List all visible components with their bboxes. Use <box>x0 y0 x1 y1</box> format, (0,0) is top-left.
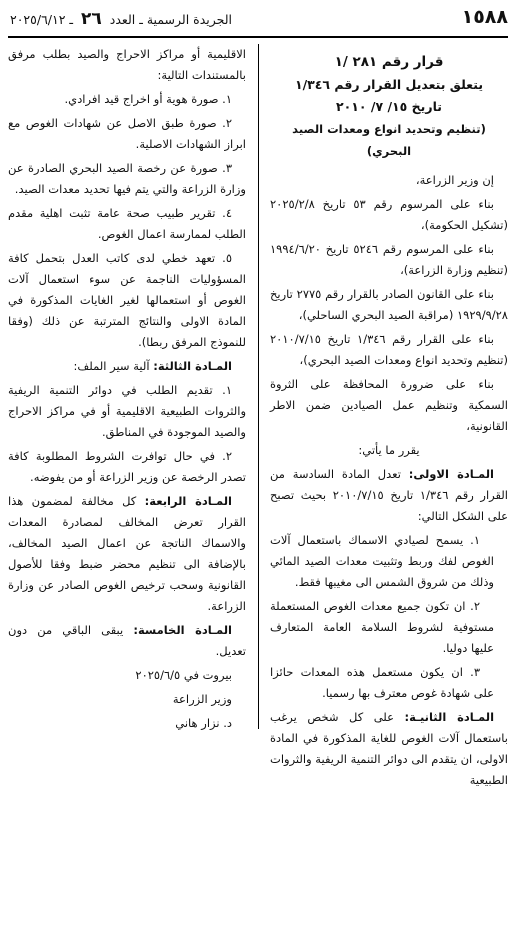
article-label: المـادة الرابعة: <box>144 494 232 508</box>
article-text-continued: الاقليمية أو مراكز الاحراج والصيد بطلب مرفق بالمستندات التالية: <box>8 47 246 82</box>
article-item: ١. يسمح لصيادي الاسماك باستعمال آلات الغوص لفك وربط وتثبيت معدات الصيد المائي وذلك من شروق الشمس الى مغيبها فقط. <box>270 533 494 589</box>
gazette-name: الجريدة الرسمية ـ العدد <box>109 12 233 27</box>
article-text: على كل شخص يرغب باستعمال آلات الغوص للغاية المذكورة في المادة الاولى، ان يتقدم الى دوائر التنمية الريفية والثروات الطبيعية <box>270 710 508 787</box>
article-label: المـادة الاولى: <box>408 467 494 481</box>
article-4 <box>8 491 246 617</box>
article-item: ٥. تعهد خطي لدى كاتب العدل بتحمل كافة المسؤوليات الناجمة عن سوء استعمال آلات الغوص أو استعمالها لغير الغايات المذكورة في المادة الاولى والنتائج المترتبة عن ذلك (وفقا للنموذج المرفق ربطا). <box>8 251 246 349</box>
article-1 <box>270 464 508 527</box>
article-item: ١. صورة هوية أو اخراج قيد افرادي. <box>64 92 232 106</box>
article-text: يبقى الباقي من دون تعديل. <box>8 623 246 658</box>
signature-place-date: بيروت في ٢٠٢٥/٦/٥ <box>135 668 232 682</box>
decision-parenthetical: (تنظيم وتحديد انواع ومعدات الصيد البحري) <box>292 122 486 158</box>
article-item: ٣. صورة عن رخصة الصيد البحري الصادرة عن وزارة الزراعة والتي يتم فيها تحديد معدات الصيد. <box>8 161 246 196</box>
article-text: تعدل المادة السادسة من القرار رقم ١/٣٤٦ تاريخ ٢٠١٠/٧/١٥ بحيث تصبح على الشكل التالي: <box>270 467 508 523</box>
article-3 <box>8 356 246 377</box>
recital: بناء على القرار رقم ١/٣٤٦ تاريخ ٢٠١٠/٧/١٥ (تنظيم وتحديد انواع ومعدات الصيد البحري)، <box>270 332 508 367</box>
decision-heading <box>270 50 508 162</box>
article-item: ١. تقديم الطلب في دوائر التنمية الريفية والثروات الطبيعية الاقليمية أو في مراكز الاحراج والصيد الموجودة في المناطق. <box>8 383 246 439</box>
page-number: ١٥٨٨ <box>461 6 508 28</box>
article-item: ٢. ان تكون جميع معدات الغوص المستعملة مستوفية لشروط السلامة العامة المتعارف عليها دوليا. <box>270 599 494 655</box>
article-item: ٢. في حال توافرت الشروط المطلوبة كافة تصدر الرخصة عن وزير الزراعة أو من يفوضه. <box>8 449 246 484</box>
left-column <box>8 44 246 737</box>
issue-date: ـ ٢٠٢٥/٦/١٢ <box>10 12 74 27</box>
right-column <box>270 44 508 794</box>
article-label: المـادة الخامسة: <box>133 623 232 637</box>
decides-line: يقرر ما يأتي: <box>358 443 420 457</box>
article-item: ٣. ان يكون مستعمل هذه المعدات حائزا على شهادة غوص معترف بها رسميا. <box>270 665 494 700</box>
article-label: المـادة الثالثة: <box>153 359 232 373</box>
minister-line: إن وزير الزراعة، <box>415 173 494 187</box>
decision-date: تاريخ ١٥/ ٧/ ٢٠١٠ <box>336 99 442 114</box>
gazette-header <box>10 6 232 32</box>
issue-number: ٢٦ <box>81 9 102 29</box>
article-item: ٢. صورة طبق الاصل عن شهادات الغوص مع ابراز الشهادات الاصلية. <box>8 116 246 151</box>
signature-name: د. نزار هاني <box>175 716 232 730</box>
article-5 <box>8 620 246 662</box>
article-item: ٤. تقرير طبيب صحة عامة تثبت اهلية مقدم الطلب لممارسة اعمال الغوص. <box>8 206 246 241</box>
article-2 <box>270 707 508 791</box>
article-text: آلية سير الملف: <box>73 359 150 373</box>
recital: بناء على المرسوم رقم ٥٢٤٦ تاريخ ١٩٩٤/٦/٢٠ (تنظيم وزارة الزراعة)، <box>270 242 508 277</box>
recital: بناء على القانون الصادر بالقرار رقم ٢٧٧٥ تاريخ ١٩٢٩/٩/٢٨ (مراقبة الصيد البحري الساحلي)، <box>270 287 508 322</box>
article-text: كل مخالفة لمضمون هذا القرار تعرض المخالف لمصادرة المعدات والاسماك الناتجة عن اعمال الصيد المخالف، بالإضافة الى تنظيم محضر ضبط وفقا للأصول القانونية وسحب ترخيص الغوص الصادر عن وزارة الزراعة. <box>8 494 246 613</box>
header-rule <box>8 36 508 38</box>
recital: بناء على ضرورة المحافظة على الثروة السمكية وتنظيم عمل الصيادين ضمن الاطر القانونية، <box>270 377 508 433</box>
recital: بناء على المرسوم رقم ٥٣ تاريخ ٢٠٢٥/٢/٨ (تشكيل الحكومة)، <box>270 197 508 232</box>
decision-subject: يتعلق بتعديل القرار رقم ١/٣٤٦ <box>294 77 484 92</box>
article-label: المـادة الثانيـة: <box>404 710 495 724</box>
signature-role: وزير الزراعة <box>172 692 232 706</box>
decision-title: قرار رقم ٢٨١ /١ <box>334 54 444 70</box>
column-divider <box>258 44 259 729</box>
